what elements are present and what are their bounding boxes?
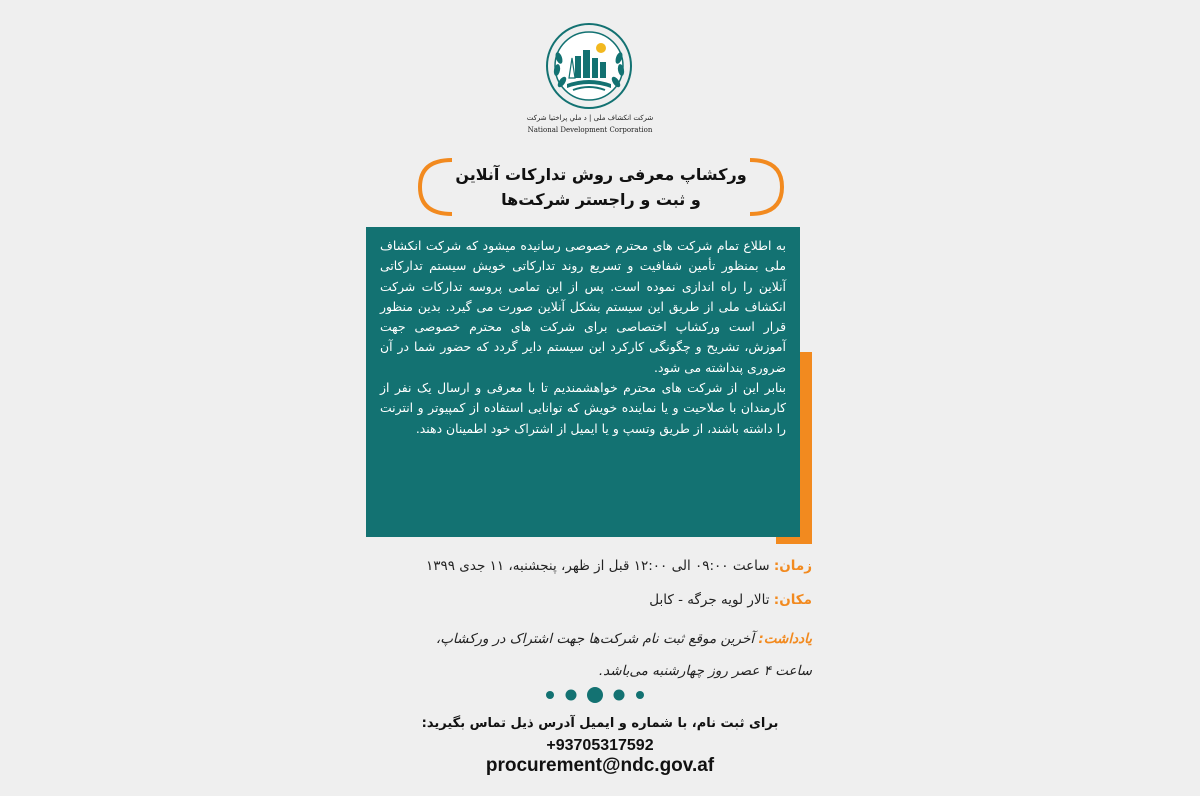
logo-caption-en: National Development Corporation: [527, 126, 653, 134]
note-value-2: ساعت ۴ عصر روز چهارشنبه می‌باشد.: [598, 663, 812, 679]
announcement-box: [366, 227, 800, 537]
logo-caption-fa: شرکت انکشاف ملی | د ملي پراختيا شرکت: [526, 114, 654, 122]
time-label: زمان:: [773, 558, 812, 574]
note-value: آخرین موقع ثبت نام شرکت‌ها جهت اشتراک در ورکشاپ،: [435, 631, 755, 647]
ndc-emblem-icon: [545, 22, 633, 110]
time-value: ساعت ۰۹:۰۰ الی ۱۲:۰۰ قبل از ظهر، پنجشنبه، ۱۱ جدی ۱۳۹۹: [426, 558, 770, 574]
announcement-paragraph-1: به اطلاع تمام شرکت های محترم خصوصی رسانیده میشود که شرکت انکشاف ملی بمنظور تأمین شفافیت و تسریع روند تدارکاتی خویش سیستم تدارکاتی آنلاین را راه اندازی نموده است. پس از این تمامی پروسه تدارکات شرکت انکشاف ملی از طریق این سیستم بشکل آنلاین صورت می گیرد. بدین منظور قرار است ورکشاپ اختصاصی برای شرکت های محترم خصوصی جهت آموزش، تشریح و چگونگی کارکرد این سیستم دایر گردد که حضور شما در آن ضروری پنداشته می شود.: [380, 238, 786, 375]
contact-email: procurement@ndc.gov.af: [485, 755, 715, 776]
info-time: [360, 556, 812, 576]
place-label: مکان:: [773, 592, 812, 608]
contact-instructions: برای ثبت نام، با شماره و ایمیل آدرس ذیل تماس بگیرید:: [421, 716, 779, 731]
title-line-1: ورکشاپ معرفی روش تدارکات آنلاین: [455, 165, 747, 184]
note-label: یادداشت:: [758, 631, 812, 647]
info-note: [360, 623, 812, 687]
title-block: [418, 158, 784, 216]
contact-phone: +93705317592: [546, 737, 654, 754]
place-value: تالار لویه جرگه - کابل: [649, 592, 770, 608]
info-place: [360, 590, 812, 610]
announcement-paragraph-2: بنابر این از شرکت های محترم خواهشمندیم تا با معرفی و ارسال یک نفر از کارمندان با صلاحیت و یا نماینده خویش که توانایی استفاده از کمپیوتر و انترنت را داشته باشند، از طریق وتسپ و یا ایمیل از اشتراک خود اطمینان دهند.: [380, 380, 786, 436]
dots-divider-icon: [540, 684, 660, 706]
title-line-2: و ثبت و راجستر شرکت‌ها: [501, 190, 701, 209]
